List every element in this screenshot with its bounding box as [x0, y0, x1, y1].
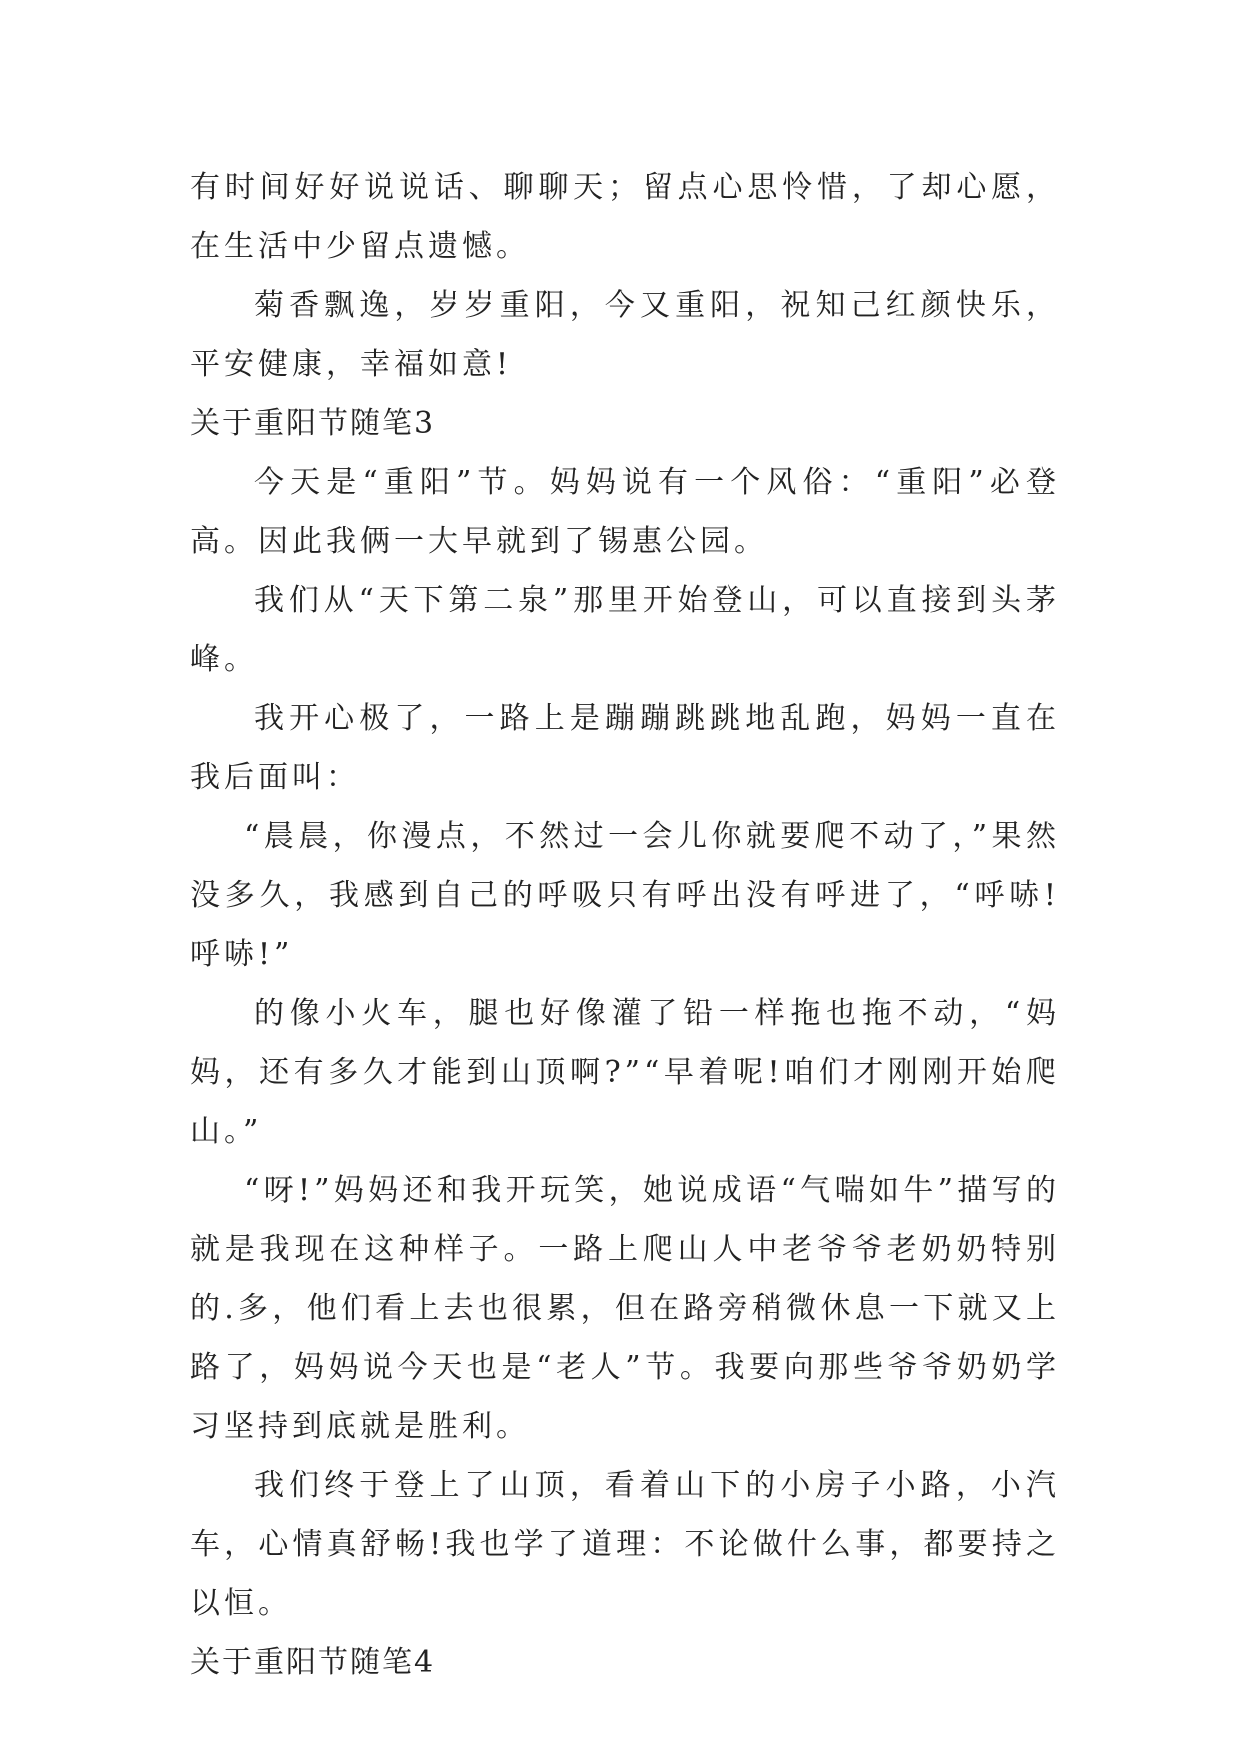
paragraph-5: 我开心极了，一路上是蹦蹦跳跳地乱跑，妈妈一直在我后面叫： [190, 701, 1060, 795]
paragraph-8: “呀!”妈妈还和我开玩笑，她说成语“气喘如牛”描写的就是我现在这种样子。一路上爬山人中老爷爷老奶奶特别的.多，他们看上去也很累，但在路旁稍微休息一下就又上路了，妈妈说今天也是“老人”节。我要向那些爷爷奶奶学习坚持到底就是胜利。 [190, 1173, 1060, 1444]
paragraph-6: “晨晨，你漫点，不然过一会儿你就要爬不动了，”果然没多久，我感到自己的呼吸只有呼出没有呼进了，“呼哧!呼哧!” [190, 819, 1060, 972]
paragraph-2: 菊香飘逸，岁岁重阳，今又重阳，祝知己红颜快乐，平安健康，幸福如意! [190, 288, 1060, 382]
section-heading-4: 关于重阳节随笔4 [190, 1645, 436, 1680]
paragraph-3: 今天是“重阳”节。妈妈说有一个风俗：“重阳”必登高。因此我俩一大早就到了锡惠公园。 [190, 465, 1060, 559]
paragraph-1: 有时间好好说说话、聊聊天；留点心思怜惜，了却心愿，在生活中少留点遗憾。 [190, 170, 1060, 264]
document-body [190, 158, 1060, 1692]
section-heading-3: 关于重阳节随笔3 [190, 406, 436, 441]
paragraph-7: 的像小火车，腿也好像灌了铅一样拖也拖不动，“妈妈，还有多久才能到山顶啊?”“早着呢!咱们才刚刚开始爬山。” [190, 996, 1060, 1149]
paragraph-9: 我们终于登上了山顶，看着山下的小房子小路，小汽车，心情真舒畅!我也学了道理：不论做什么事，都要持之以恒。 [190, 1468, 1060, 1621]
paragraph-4: 我们从“天下第二泉”那里开始登山，可以直接到头茅峰。 [190, 583, 1060, 677]
